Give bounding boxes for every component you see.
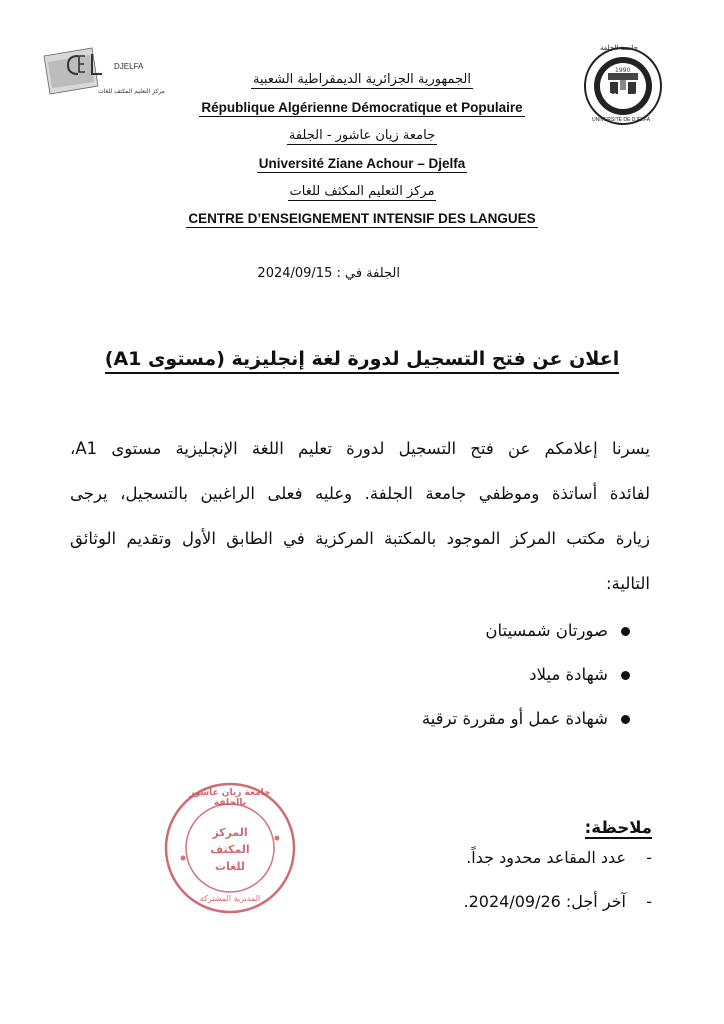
list-item: شهادة عمل أو مقررة ترقية xyxy=(300,704,630,748)
body-line: يسرنا إعلامكم عن فتح التسجيل لدورة تعليم اللغة الإنجليزية مستوى A1، xyxy=(70,439,650,458)
notes-list xyxy=(380,836,652,924)
date-line: الجلفة في : 2024/09/15 xyxy=(257,266,400,281)
header-center-fr: CENTRE D’ENSEIGNEMENT INTENSIF DES LANGUES xyxy=(188,211,536,226)
announcement-body xyxy=(70,426,650,606)
stamp-inner-text: المركز المكثف للغات xyxy=(210,826,250,873)
bullet-icon xyxy=(621,627,630,636)
body-line: زيارة مكتب المركز الموجود بالمكتبة المركزية في الطابق الأول وتقديم الوثائق xyxy=(70,529,650,548)
seal-top-text: جامعة الجلفة xyxy=(600,44,638,52)
body-line: التالية: xyxy=(605,574,650,593)
header-republic-fr: République Algérienne Démocratique et Populaire xyxy=(201,100,523,115)
seal-bottom-text: UNIVERSITÉ DE DJELFA xyxy=(592,117,651,123)
seal-year: 1990 xyxy=(615,67,631,74)
list-item: - عدد المقاعد محدود جداً. xyxy=(380,836,652,880)
list-item: شهادة ميلاد xyxy=(300,660,630,704)
header-university-ar: جامعة زيان عاشور - الجلفة xyxy=(288,128,436,143)
header-republic-ar: الجمهورية الجزائرية الديمقراطية الشعبية xyxy=(253,72,471,87)
official-stamp xyxy=(160,778,300,918)
header-university-fr: Université Ziane Achour – Djelfa xyxy=(258,156,466,171)
header-center-ar: مركز التعليم المكثف للغات xyxy=(289,184,435,199)
stamp-bottom-text: المديرية المشتركة xyxy=(199,894,261,903)
list-item: صورتان شمسيتان xyxy=(300,616,630,660)
cel-logo-text: DJELFA xyxy=(114,62,144,71)
bullet-icon xyxy=(621,671,630,680)
body-line: لفائدة أساتذة وموظفي جامعة الجلفة. وعليه فعلى الراغبين بالتسجيل، يرجى xyxy=(70,484,650,503)
dash-icon: - xyxy=(646,848,652,867)
cel-logo-caption: مركز التعليم المكثف للغات xyxy=(98,88,165,95)
seal-letters: U D xyxy=(609,92,650,103)
announcement-title: اعلان عن فتح التسجيل لدورة لغة إنجليزية (مستوى A1) xyxy=(0,348,724,370)
dash-icon: - xyxy=(646,892,652,911)
documents-list xyxy=(300,616,630,748)
bullet-icon xyxy=(621,715,630,724)
stamp-outer-text: جامعة زيان عاشور بالجلفة xyxy=(189,788,271,808)
list-item: - آخر أجل: 2024/09/26. xyxy=(380,880,652,924)
note-heading: ملاحظة: xyxy=(584,818,652,837)
